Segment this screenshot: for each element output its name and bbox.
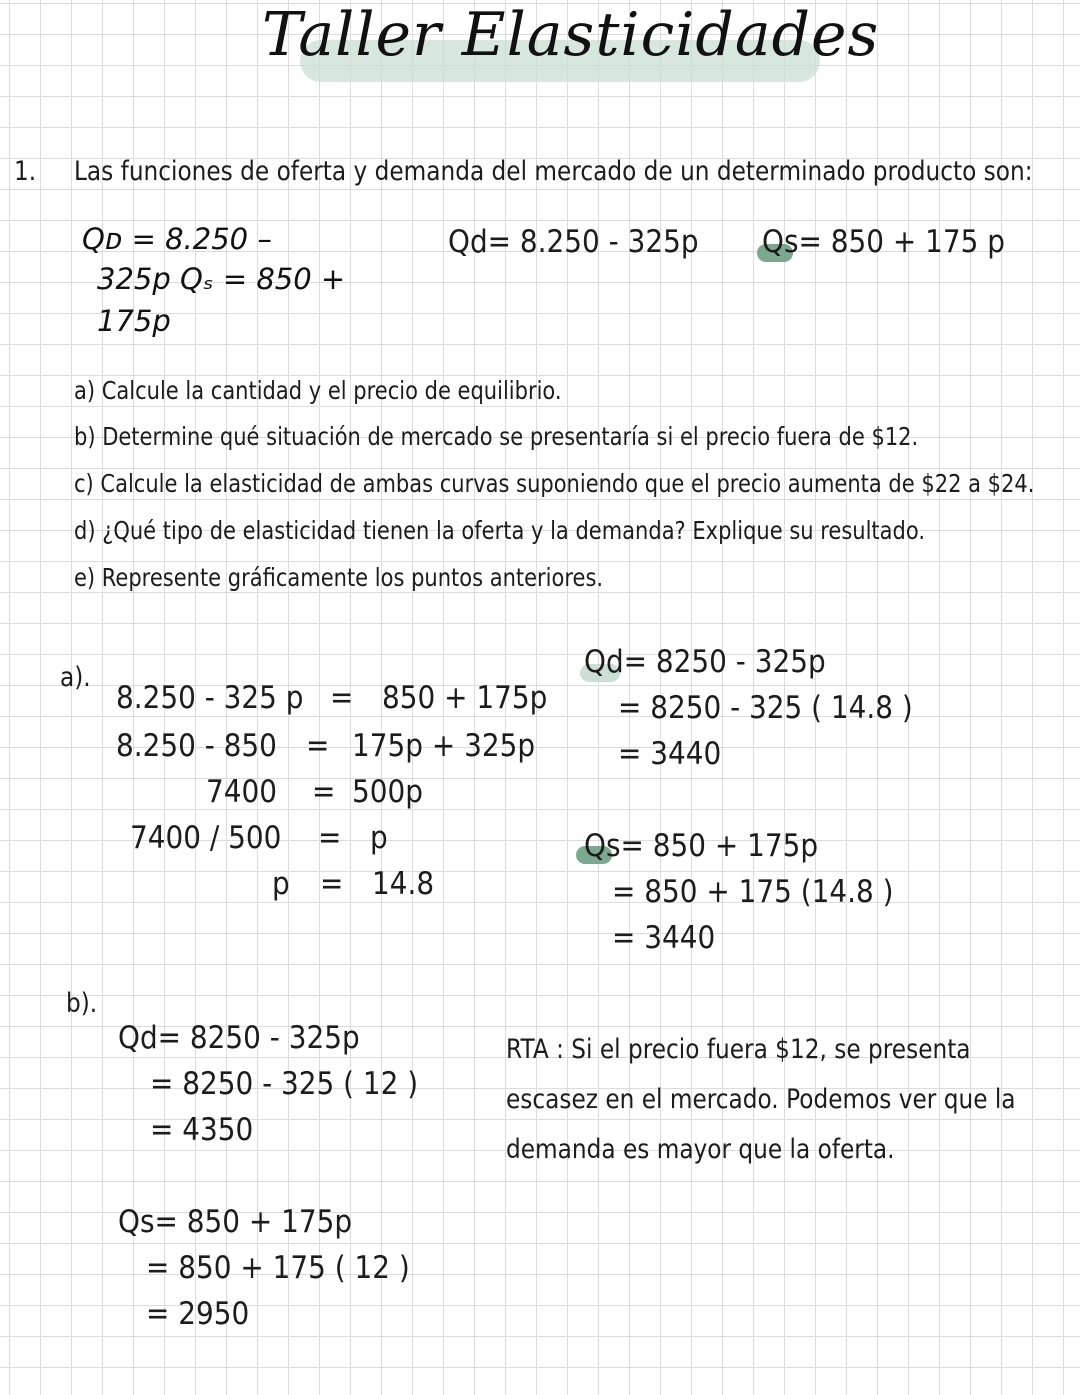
equilibrium-row-5-left: p — [272, 866, 290, 902]
equilibrium-row-4-left: 7400 / 500 — [130, 820, 282, 856]
part-b-supply-line-2: = 850 + 175 ( 12 ) — [146, 1250, 410, 1286]
answer-line-1: RTA : Si el precio fuera $12, se presenta — [506, 1034, 971, 1065]
equilibrium-row-4-eq: = — [318, 820, 342, 856]
part-b-demand-line-2: = 8250 - 325 ( 12 ) — [150, 1066, 419, 1102]
question-item-e: e) Represente gráficamente los puntos anteriores. — [74, 563, 604, 592]
part-a-demand-line-2: = 8250 - 325 ( 14.8 ) — [618, 690, 913, 726]
part-a-demand-line-1: Qd= 8250 - 325p — [584, 644, 826, 680]
equilibrium-row-1-right: 850 + 175p — [382, 680, 548, 716]
part-b-demand-line-3: = 4350 — [150, 1112, 254, 1148]
question-item-c: c) Calcule la elasticidad de ambas curvas suponiendo que el precio aumenta de $22 a $24. — [74, 469, 1035, 498]
typed-equation-line-3: 175p — [97, 304, 171, 338]
supply-function: Qs= 850 + 175 p — [762, 224, 1005, 260]
problem-statement: Las funciones de oferta y demanda del mercado de un determinado producto son: — [74, 156, 1033, 187]
question-item-a: a) Calcule la cantidad y el precio de equilibrio. — [74, 376, 562, 405]
equilibrium-row-4-right: p — [370, 820, 388, 856]
page-title: Taller Elasticidades — [262, 0, 880, 70]
equilibrium-row-5-eq: = — [320, 866, 344, 902]
answer-line-3: demanda es mayor que la oferta. — [506, 1134, 895, 1165]
part-b-supply-line-3: = 2950 — [146, 1296, 250, 1332]
equilibrium-price-value: 14.8 — [372, 866, 435, 902]
part-a-label: a). — [60, 662, 91, 693]
equilibrium-row-1-eq: = — [330, 680, 354, 716]
equilibrium-row-2-left: 8.250 - 850 — [116, 728, 277, 764]
question-item-b: b) Determine qué situación de mercado se presentaría si el precio fuera de $12. — [74, 422, 919, 451]
part-a-demand-line-3: = 3440 — [618, 736, 722, 772]
problem-number: 1. — [14, 156, 37, 187]
part-a-supply-line-2: = 850 + 175 (14.8 ) — [612, 874, 894, 910]
answer-line-2: escasez en el mercado. Podemos ver que la — [506, 1084, 1016, 1115]
equilibrium-row-3-right: 500p — [352, 774, 423, 810]
question-item-d: d) ¿Qué tipo de elasticidad tienen la oferta y la demanda? Explique su resultado. — [74, 516, 926, 545]
demand-function: Qd= 8.250 - 325p — [448, 224, 699, 260]
part-b-supply-line-1: Qs= 850 + 175p — [118, 1204, 353, 1240]
equilibrium-row-3-eq: = — [312, 774, 336, 810]
part-b-demand-line-1: Qd= 8250 - 325p — [118, 1020, 360, 1056]
equilibrium-row-3-left: 7400 — [206, 774, 278, 810]
typed-equation-line-2: 325p Qₛ = 850 + — [97, 262, 346, 296]
typed-equation-line-1: Qᴅ = 8.250 – — [82, 222, 272, 256]
part-b-label: b). — [66, 988, 98, 1019]
part-a-supply-line-1: Qs= 850 + 175p — [584, 828, 819, 864]
part-a-supply-line-3: = 3440 — [612, 920, 716, 956]
equilibrium-row-2-right: 175p + 325p — [352, 728, 536, 764]
equilibrium-row-1-left: 8.250 - 325 p — [116, 680, 304, 716]
equilibrium-row-2-eq: = — [306, 728, 330, 764]
